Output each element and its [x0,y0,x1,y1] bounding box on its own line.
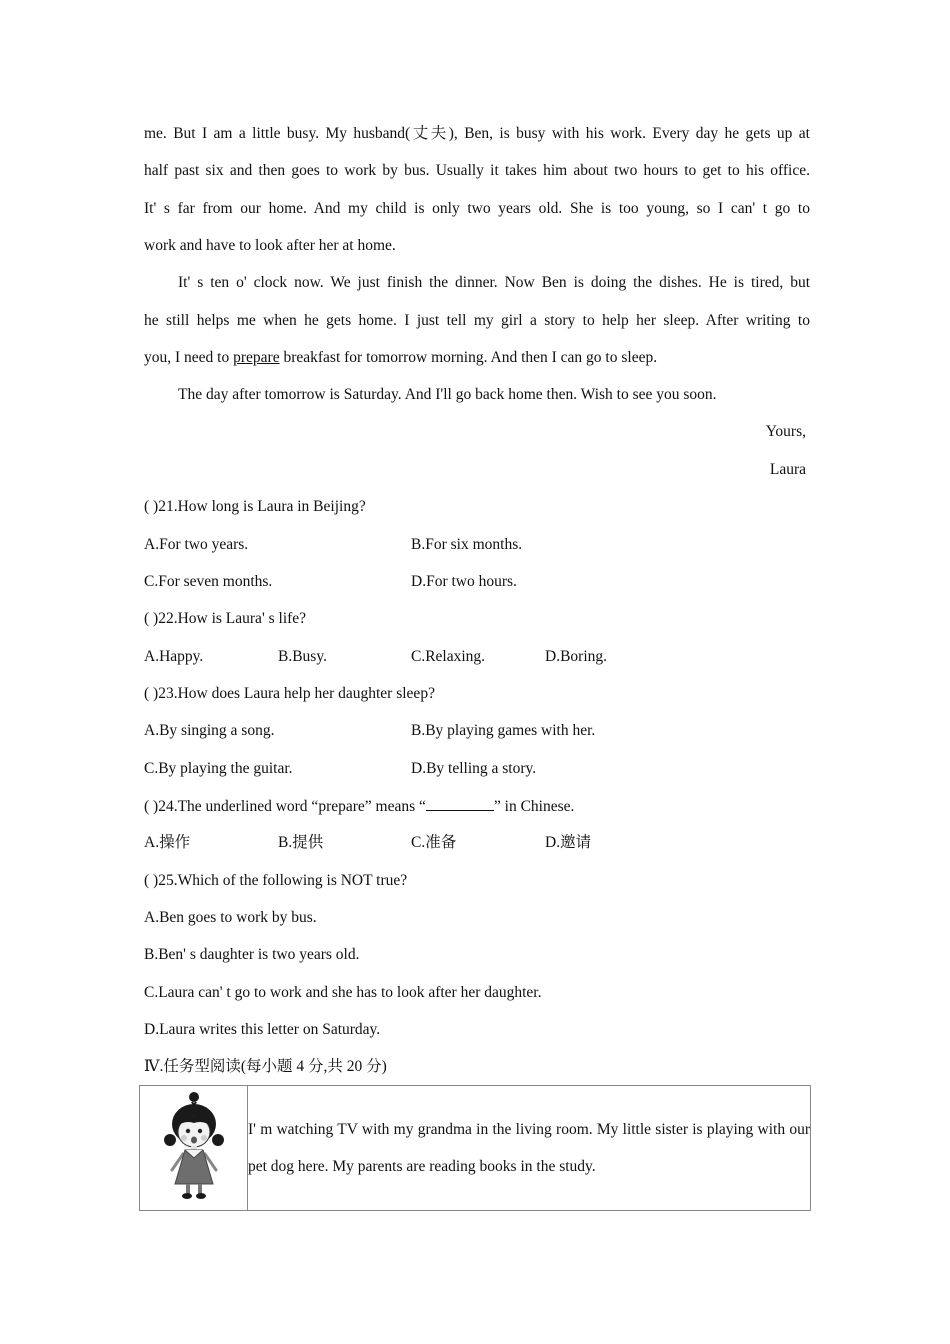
option-23-b: B.By playing games with her. [411,722,596,739]
letter-signature: Laura [769,461,806,478]
question-24-stem-end: ” in Chinese. [493,798,575,815]
task-reading-table [139,1085,811,1211]
question-23: ( )23.How does Laura help her daughter sleep? [144,685,435,702]
question-24 [144,796,810,817]
letter-line: It' s ten o' clock now. We just finish the dinner. Now Ben is doing the dishes. He is tired, but [178,274,810,291]
option-24-c: C.准备 [411,834,457,851]
question-24-stem: ( )24.The underlined word “prepare” means “ [144,798,426,815]
option-24-a: A.操作 [144,834,191,851]
letter-line: he still helps me when he gets home. I just tell my girl a story to help her sleep. After writing to [144,312,810,329]
option-23-a: A.By singing a song. [144,722,275,739]
letter-text: breakfast for tomorrow morning. And then I can go to sleep. [279,349,658,366]
option-21-a: A.For two years. [144,536,249,553]
option-23-d: D.By telling a story. [411,760,537,777]
letter-line: The day after tomorrow is Saturday. And I'll go back home then. Wish to see you soon. [178,386,717,403]
question-25: ( )25.Which of the following is NOT true? [144,872,408,889]
letter-closing: Yours, [765,423,806,440]
option-23-c: C.By playing the guitar. [144,760,293,777]
question-22: ( )22.How is Laura' s life? [144,610,307,627]
option-25-d: D.Laura writes this letter on Saturday. [144,1021,381,1038]
letter-line: half past six and then goes to work by bus. Usually it takes him about two hours to get to his office. [144,162,810,179]
girl-illustration [163,1090,225,1202]
option-25-b: B.Ben' s daughter is two years old. [144,946,360,963]
option-22-c: C.Relaxing. [411,648,486,665]
girl-illustration-cell [140,1086,248,1211]
task-reading-text: I' m watching TV with my grandma in the living room. My little sister is playing with our pet dog here. My parents are reading books in the study. [248,1086,811,1211]
letter-line [144,348,810,368]
letter-text: you, I need to [144,349,234,366]
section-4-heading: Ⅳ.任务型阅读(每小题 4 分,共 20 分) [144,1058,387,1075]
option-25-c: C.Laura can' t go to work and she has to look after her daughter. [144,984,542,1001]
option-21-b: B.For six months. [411,536,523,553]
option-21-c: C.For seven months. [144,573,273,590]
option-24-d: D.邀请 [545,834,592,851]
option-22-a: A.Happy. [144,648,204,665]
option-22-d: D.Boring. [545,648,607,665]
option-24-b: B.提供 [278,834,324,851]
letter-line: work and have to look after her at home. [144,237,396,254]
option-25-a: A.Ben goes to work by bus. [144,909,317,926]
answer-blank [426,796,494,811]
underlined-word-prepare: prepare [233,349,280,366]
letter-line: me. But I am a little busy. My husband(丈夫), Ben, is busy with his work. Every day he gets up at [144,125,810,142]
letter-line: It' s far from our home. And my child is only two years old. She is too young, so I can' t go to [144,200,810,217]
question-21: ( )21.How long is Laura in Beijing? [144,498,366,515]
option-21-d: D.For two hours. [411,573,517,590]
option-22-b: B.Busy. [278,648,327,665]
